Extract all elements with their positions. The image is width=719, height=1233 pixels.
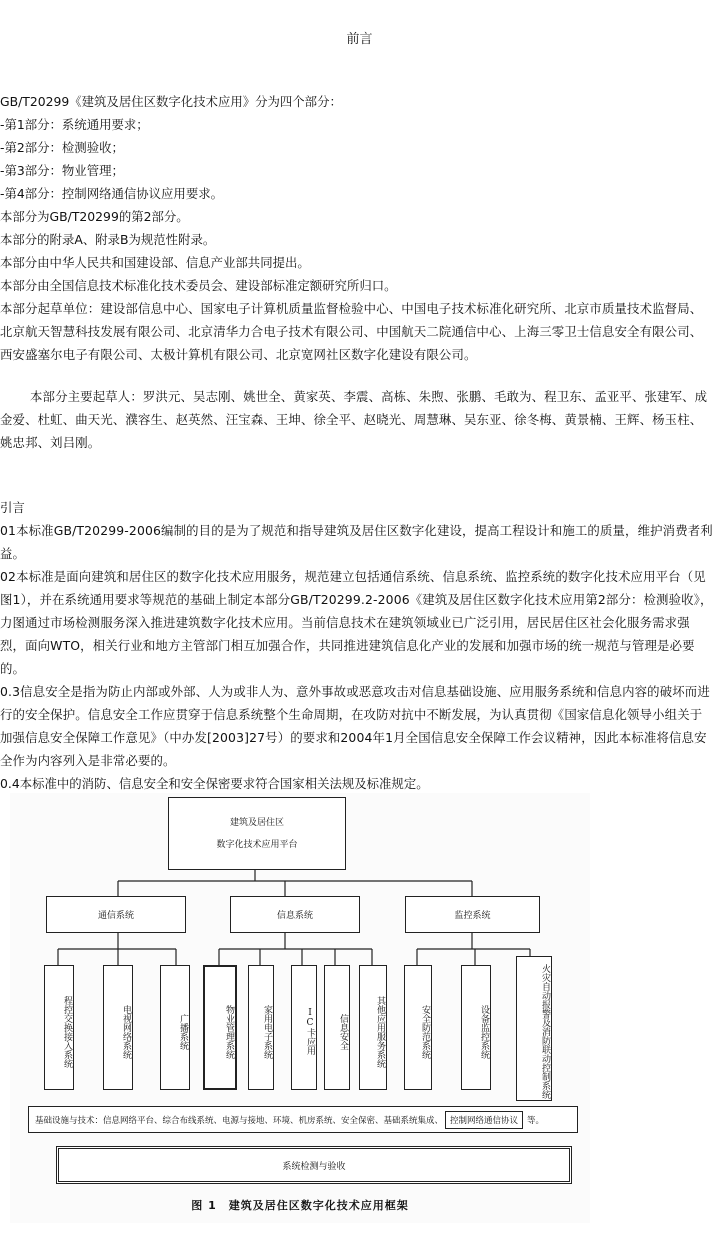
infrastructure-label: 基础设施与技术：信息网络平台、综合布线系统、电源与接地、环境、机房系统、安全保密、基础系统集成、: [35, 1115, 444, 1126]
information-system-box: [230, 896, 360, 933]
foreword-line: -第1部分：系统通用要求；: [0, 117, 149, 132]
subsystem-box: 信息安全: [324, 965, 350, 1090]
platform-title-line-2: 数字化技术应用平台: [216, 839, 298, 850]
communication-system-label: 通信系统: [97, 911, 134, 921]
testing-acceptance-box: [56, 1146, 572, 1184]
foreword-line: 本部分的附录A、附录B为规范性附录。: [0, 232, 216, 247]
foreword-line: -第4部分：控制网络通信协议应用要求。: [0, 186, 223, 201]
infrastructure-etc: 等。: [527, 1115, 545, 1126]
subsystem-box: 设备监控系统: [461, 965, 491, 1090]
platform-box: [168, 797, 346, 870]
foreword-line: GB/T20299《建筑及居住区数字化技术应用》分为四个部分：: [0, 94, 342, 109]
intro-paragraph-3: 0.3信息安全是指为防止内部或外部、人为或非人为、意外事故或恶意攻击对信息基础设施、应用服务系统和信息内容的破坏而进行的安全保护。信息安全工作应贯穿于信息系统整个生命周期，在攻防对抗中不断发展，为认真贯彻《国家信息化领导小组关于加强信息安全保障工作意见》（中办发[2003]27号）的要求和2004年1月全国信息安全保障工作会议精神，因此本标准将信息安全作为内容列入是非常必要的。: [0, 684, 710, 768]
foreword-line: 本部分由中华人民共和国建设部、信息产业部共同提出。: [0, 255, 310, 270]
testing-acceptance-label: 系统检测与验收: [282, 1161, 346, 1172]
page-title: 前言: [346, 32, 373, 47]
intro-paragraph-2: 02本标准是面向建筑和居住区的数字化技术应用服务，规范建立包括通信系统、信息系统、监控系统的数字化技术应用平台（见图1），并在系统通用要求等规范的基础上制定本部分GB/T20299.2-2006《建筑及居住区数字化技术应用第2部分：检测验收》，力图通过市场检测服务深入推进建筑数字化技术应用。当前信息技术在建筑领域业已广泛引用，居民居住区社会化服务需求强烈，面向WTO，相关行业和地方主管部门相互加强合作，共同推进建筑信息化产业的发展和加强市场的统一规范与管理是必要的。: [0, 569, 713, 676]
foreword-line: 本部分为GB/T20299的第2部分。: [0, 209, 189, 224]
drafting-units-paragraph: 本部分起草单位：建设部信息中心、国家电子计算机质量监督检验中心、中国电子技术标准化研究所、北京市质量技术监督局、北京航天智慧科技发展有限公司、北京清华力合电子技术有限公司、中国航天二院通信中心、上海三零卫士信息安全有限公司、西安盛塞尔电子有限公司、太极计算机有限公司、北京宽网社区数字化建设有限公司。: [0, 301, 703, 362]
foreword-line: 本部分由全国信息技术标准化技术委员会、建设部标准定额研究所归口。: [0, 278, 397, 293]
communication-system-box: [46, 896, 186, 933]
subsystem-box: 其他应用服务系统: [359, 965, 387, 1090]
drafters-paragraph: 本部分主要起草人：罗洪元、吴志刚、姚世全、黄家英、李震、高栋、朱煦、张鹏、毛敢为、程卫东、孟亚平、张建军、成金爱、杜虹、曲天光、濮容生、赵英然、汪宝森、王坤、徐全平、赵晓光、周慧琳、吴东亚、徐冬梅、黄景楠、王辉、杨玉柱、姚忠邦、刘吕刚。: [0, 389, 708, 450]
subsystem-box: 广播系统: [160, 965, 190, 1090]
framework-figure: [10, 793, 590, 1223]
introduction-heading: 引言: [0, 500, 25, 515]
subsystem-box: 安全防范系统: [404, 965, 432, 1090]
monitoring-system-box: [405, 896, 540, 933]
subsystem-box: 火灾自动报警及消防联动控制系统: [516, 956, 552, 1101]
foreword-line: -第3部分：物业管理；: [0, 163, 124, 178]
subsystem-box: 程控交换接入系统: [44, 965, 74, 1090]
figure-caption: 图 1 建筑及居住区数字化技术应用框架: [191, 1199, 409, 1212]
monitoring-system-label: 监控系统: [454, 911, 491, 921]
intro-paragraph-1: 01本标准GB/T20299-2006编制的目的是为了规范和指导建筑及居住区数字化建设，提高工程设计和施工的质量，维护消费者利益。: [0, 523, 713, 561]
protocol-label: 控制网络通信协议: [445, 1111, 523, 1129]
subsystem-box: 家用电子系统: [248, 965, 274, 1090]
subsystem-box: 物业管理系统: [203, 965, 237, 1090]
subsystem-box: 电视网络系统: [103, 965, 133, 1090]
foreword-line: -第2部分：检测验收；: [0, 140, 124, 155]
infrastructure-bar: [28, 1106, 578, 1133]
platform-title-line-1: 建筑及居住区: [229, 817, 284, 828]
subsystem-box: IC卡应用: [291, 965, 317, 1090]
intro-paragraph-4: 0.4本标准中的消防、信息安全和安全保密要求符合国家相关法规及标准规定。: [0, 776, 429, 791]
information-system-label: 信息系统: [276, 911, 313, 921]
